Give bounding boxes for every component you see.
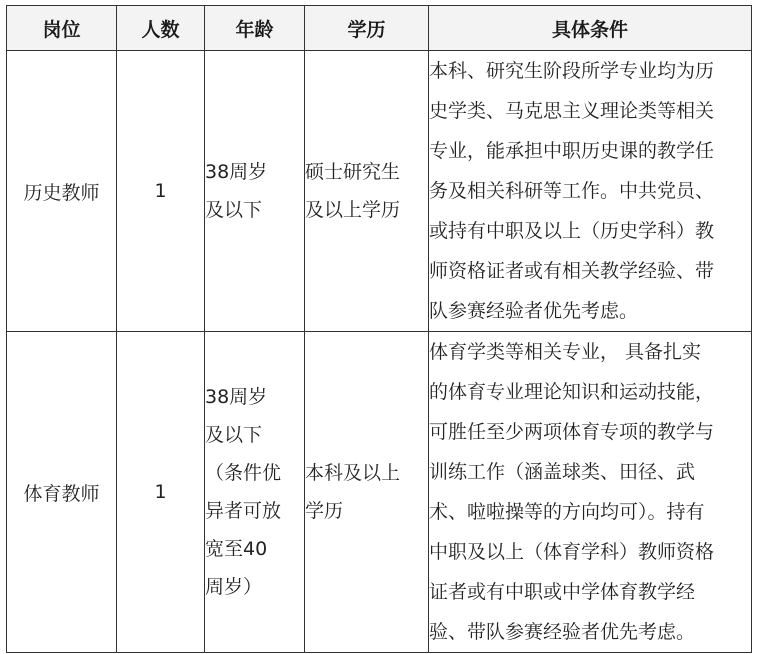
condition-line: 体育学类等相关专业， 具备扎实 bbox=[429, 341, 702, 363]
age-cell bbox=[205, 51, 305, 332]
position-cell: 历史教师 bbox=[7, 51, 117, 332]
age-line: 异者可放 bbox=[205, 500, 282, 522]
condition-line: 训练工作（涵盖球类、田径、武 bbox=[429, 461, 696, 483]
condition-line: 或持有中职及以上（历史学科）教 bbox=[429, 220, 715, 242]
condition-line: 验、带队参赛经验者优先考虑。 bbox=[429, 621, 696, 643]
condition-line: 专业，能承担中职历史课的教学任 bbox=[429, 140, 715, 162]
condition-line: 本科、研究生阶段所学专业均为历 bbox=[429, 60, 715, 82]
education-cell bbox=[305, 332, 429, 653]
condition-line: 师资格证者或有相关教学经验、带 bbox=[429, 260, 715, 282]
count-cell: 1 bbox=[117, 51, 205, 332]
header-count: 人数 bbox=[117, 6, 205, 51]
education-line: 及以上学历 bbox=[305, 199, 401, 221]
recruitment-table bbox=[6, 5, 752, 653]
education-cell bbox=[305, 51, 429, 332]
age-line: 周岁） bbox=[205, 576, 263, 598]
header-education: 学历 bbox=[305, 6, 429, 51]
condition-line: 史学类、马克思主义理论类等相关 bbox=[429, 100, 715, 122]
age-line: 38周岁 bbox=[205, 161, 268, 183]
education-line: 硕士研究生 bbox=[305, 161, 401, 183]
education-line: 本科及以上 bbox=[305, 462, 401, 484]
age-line: 宽至40 bbox=[205, 538, 268, 560]
condition-line: 证者或有中职或中学体育教学经 bbox=[429, 581, 696, 603]
table-header-row bbox=[7, 6, 752, 51]
condition-line: 务及相关科研等工作。中共党员、 bbox=[429, 180, 715, 202]
table-row bbox=[7, 51, 752, 332]
conditions-cell bbox=[429, 332, 752, 653]
age-line: 38周岁 bbox=[205, 386, 268, 408]
header-position: 岗位 bbox=[7, 6, 117, 51]
conditions-cell bbox=[429, 51, 752, 332]
header-conditions: 具体条件 bbox=[429, 6, 752, 51]
count-cell: 1 bbox=[117, 332, 205, 653]
condition-line: 中职及以上（体育学科）教师资格 bbox=[429, 541, 715, 563]
condition-line: 可胜任至少两项体育专项的教学与 bbox=[429, 421, 715, 443]
age-line: 及以下 bbox=[205, 199, 263, 221]
age-cell bbox=[205, 332, 305, 653]
condition-line: 队参赛经验者优先考虑。 bbox=[429, 300, 639, 322]
education-line: 学历 bbox=[305, 500, 344, 522]
condition-line: 的体育专业理论知识和运动技能， bbox=[429, 381, 715, 403]
age-line: （条件优 bbox=[205, 462, 282, 484]
condition-line: 术、啦啦操等的方向均可）。持有 bbox=[429, 501, 705, 523]
position-cell: 体育教师 bbox=[7, 332, 117, 653]
table-row bbox=[7, 332, 752, 653]
age-line: 及以下 bbox=[205, 424, 263, 446]
header-age: 年龄 bbox=[205, 6, 305, 51]
